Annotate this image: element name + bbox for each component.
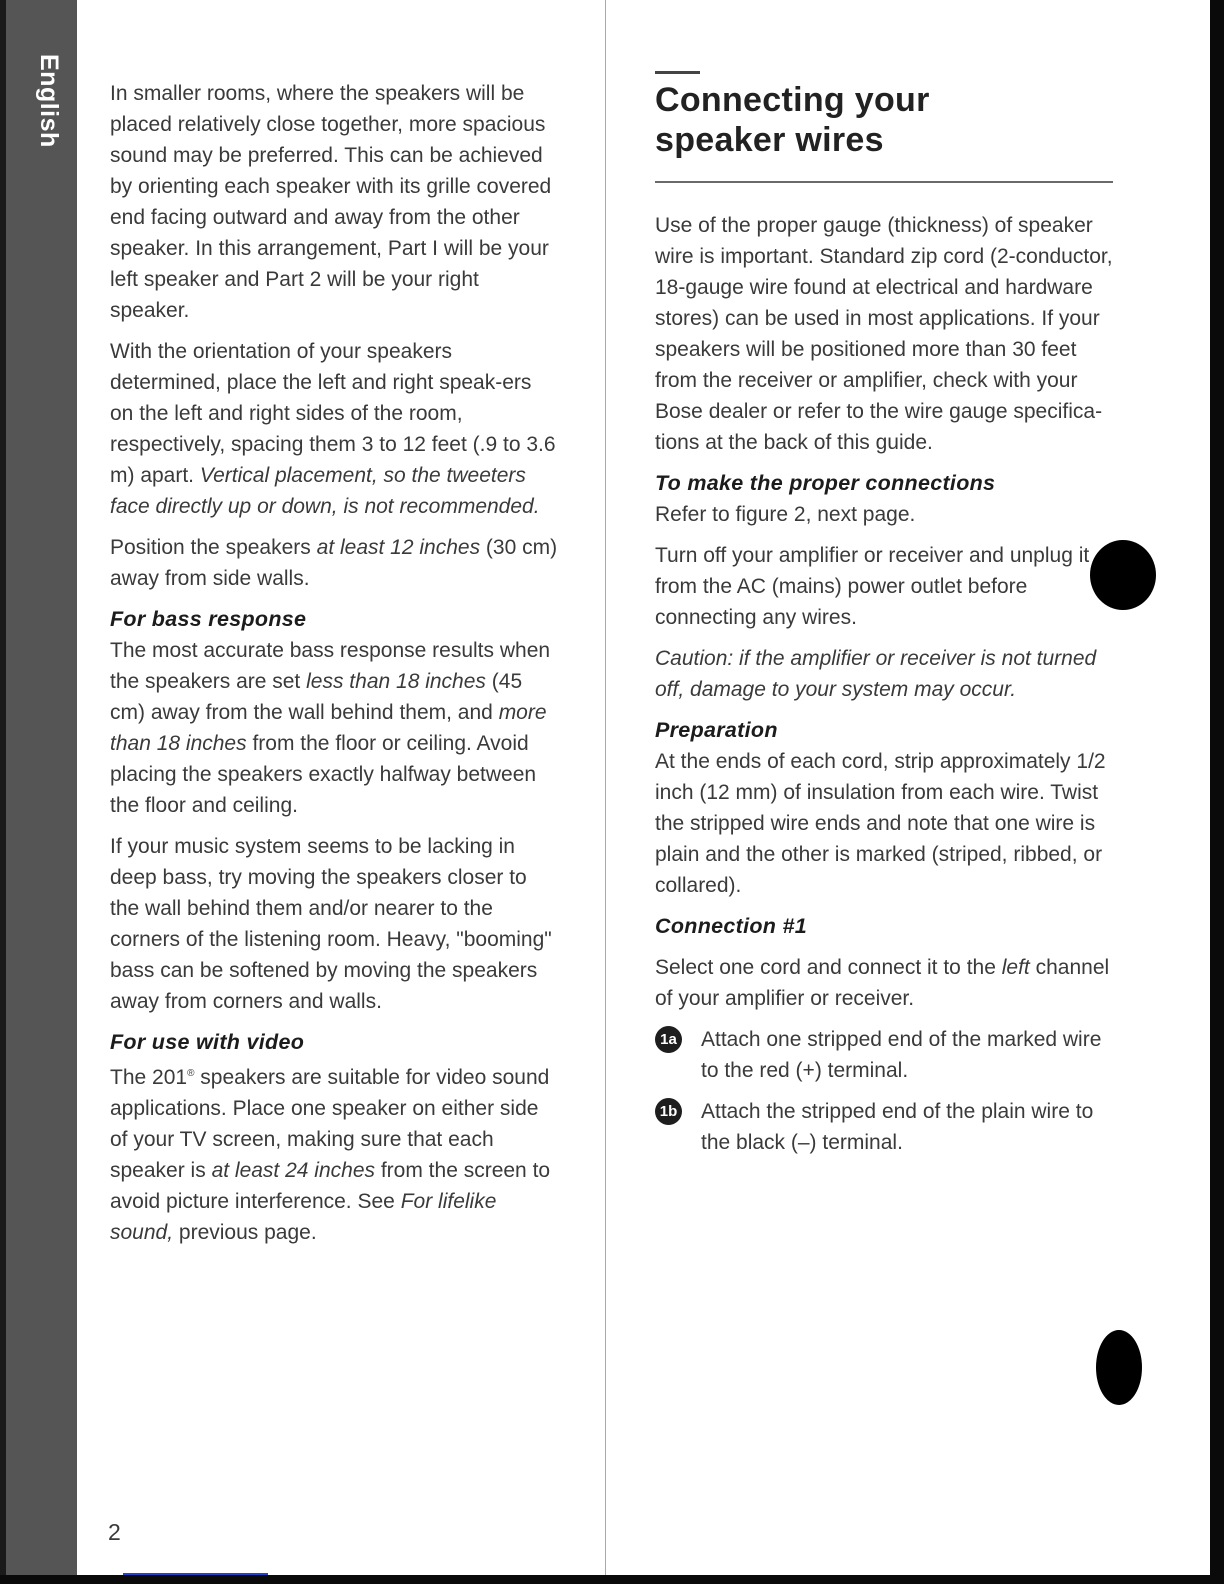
punch-hole-bottom [1096,1330,1142,1405]
step-1a-text: Attach one stripped end of the marked wire to the red (+) terminal. [701,1028,1102,1082]
step-1b-text: Attach the stripped end of the plain wire to the black (–) terminal. [701,1100,1094,1154]
section-title: Connecting your speaker wires [655,81,930,159]
paragraph-video: The 201® speakers are suitable for video sound applications. Place one speaker on either side of your TV screen, making sure that each speaker is at least 24 inches from the screen to avoid picture interference. See For lifelike sound, previous page. [110,1066,551,1244]
page-number: 2 [108,1519,121,1545]
paragraph-connection-1: Select one cord and connect it to the left channel of your amplifier or receiver. [655,956,1110,1010]
column-divider [605,0,606,1575]
scan-blue-line [123,1573,268,1575]
paragraph-deep-bass: If your music system seems to be lacking in deep bass, try moving the speakers closer to the wall behind them and/or nearer to the corners of the listening room. Heavy, "booming" bass can be softened by moving the speakers away from corners and walls. [110,835,552,1013]
connection-1-heading: Connection #1 [655,914,808,938]
right-column [655,210,1115,1168]
paragraph-power-off: Turn off your amplifier or receiver and unplug it from the AC (mains) power outlet before connecting any wires. [655,544,1090,629]
paragraph-small-rooms: In smaller rooms, where the speakers will be placed relatively close together, more spacious sound may be preferred. This can be achieved by orienting each speaker with its grille covered end facing outward and away from the other speaker. In this arrangement, Part I will be your left speaker and Part 2 will be your right speaker. [110,82,552,322]
paragraph-orientation: With the orientation of your speakers determined, place the left and right speak-ers on the left and right sides of the room, respectively, spacing them 3 to 12 feet (.9 to 3.6 m) apart. Vertical placement, so the tweeters face directly up or down, is not recommended. [110,340,556,518]
language-tab [6,0,77,1584]
bass-response-heading: For bass response [110,607,307,631]
preparation-heading: Preparation [655,718,778,742]
step-1a-badge: 1a [655,1026,682,1053]
step-1a [655,1024,1115,1086]
paragraph-side-walls: Position the speakers at least 12 inches (30 cm) away from side walls. [110,536,558,590]
video-heading: For use with video [110,1030,305,1054]
paragraph-bass-response: The most accurate bass response results when the speakers are set less than 18 inches (45 cm) away from the wall behind them, and more than 18 inches from the floor or ceiling. Avoid placing the speakers exactly halfway between the floor and ceiling. [110,639,551,817]
step-1b-badge: 1b [655,1098,682,1125]
title-accent-bar [655,71,700,74]
caution-note: Caution: if the amplifier or receiver is not turned off, damage to your system may occur. [655,647,1097,701]
scan-bottom-edge [0,1575,1224,1584]
language-tab-label: English [35,54,63,148]
figure-reference: Refer to figure 2, next page. [655,503,916,526]
scan-right-edge [1210,0,1224,1584]
title-rule [655,181,1113,183]
paragraph-wire-gauge: Use of the proper gauge (thickness) of speaker wire is important. Standard zip cord (2-conductor, 18-gauge wire found at electrical and hardware stores) can be used in most applications. If your speakers will be positioned more than 30 feet from the receiver or amplifier, check with your Bose dealer or refer to the wire gauge specifica-tions at the back of this guide. [655,214,1113,454]
paragraph-preparation: At the ends of each cord, strip approximately 1/2 inch (12 mm) of insulation from each wire. Twist the stripped wire ends and note that one wire is plain and the other is marked (striped, ribbed, or collared). [655,750,1106,897]
connections-heading: To make the proper connections [655,471,996,495]
step-1b [655,1096,1115,1158]
left-column [110,78,560,1258]
